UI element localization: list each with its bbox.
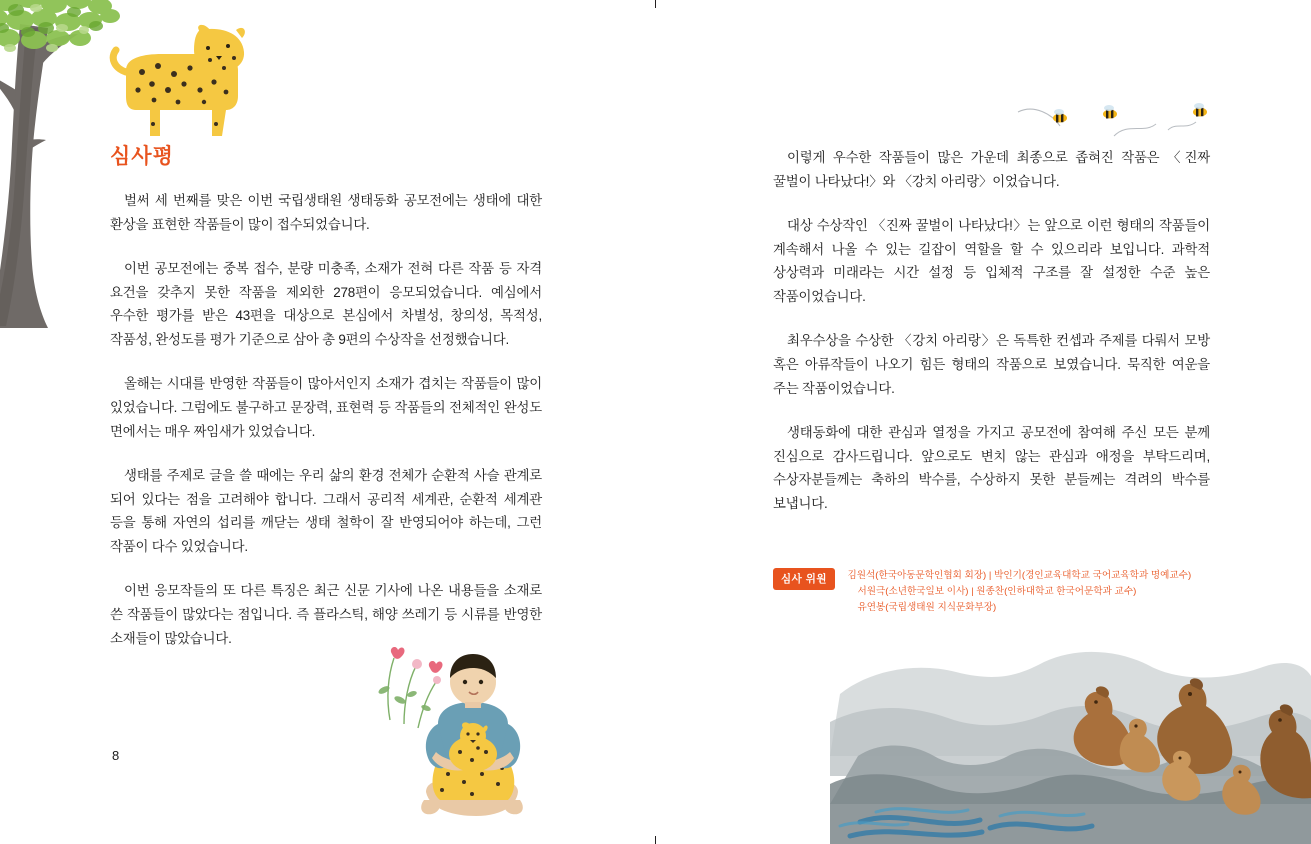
crop-mark-top — [655, 0, 656, 8]
judges-line: 김원석(한국아동문학인협회 회장) | 박인기(경인교육대학교 국어교육학과 명예교수) — [847, 570, 1192, 581]
sea-lions-illustration — [830, 636, 1311, 844]
bees-illustration — [1010, 100, 1240, 150]
paragraph: 이렇게 우수한 작품들이 많은 가운데 최종으로 좁혀진 작품은 〈진짜 꿀벌이 나타났다!〉와 〈강치 아리랑〉이었습니다. — [773, 150, 1210, 189]
paragraph: 이번 응모작들의 또 다른 특징은 최근 신문 기사에 나온 내용들을 소재로 쓴 작품들이 많았다는 점입니다. 즉 플라스틱, 해양 쓰레기 등 시류를 반영한 소재들이 많았습니다. — [110, 583, 542, 646]
paragraph: 생태를 주제로 글을 쓸 때에는 우리 삶의 환경 전체가 순환적 사슬 관계로 되어 있다는 점을 고려해야 합니다. 그래서 공리적 세계관, 순환적 세계관 등을 통해 자연의 섭리를 깨닫는 생태 철학이 잘 반영되어야 하는데, 그런 작품이 다수 있었습니다. — [110, 467, 542, 555]
judges-block — [773, 568, 1213, 615]
paragraph: 생태동화에 대한 관심과 열정을 가지고 공모전에 참여해 주신 모든 분께 진심으로 감사드립니다. 앞으로도 변치 않는 관심과 애정을 부탁드리며, 수상자분들께는 축하의 박수를, 수상하지 못한 분들께는 격려의 박수를 보냅니다. — [773, 424, 1210, 512]
paragraph: 올해는 시대를 반영한 작품들이 많아서인지 소재가 겹치는 작품들이 많이 있었습니다. 그럼에도 불구하고 문장력, 표현력 등 작품들의 전체적인 완성도 면에서는 매우 짜임새가 있었습니다. — [110, 376, 542, 439]
page-title: 심사평 — [110, 145, 174, 168]
paragraph: 이번 공모전에는 중복 접수, 분량 미충족, 소재가 전혀 다른 작품 등 자격 요건을 갖추지 못한 작품을 제외한 278편이 응모되었습니다. 예심에서 우수한 평가를 받은 43편을 대상으로 본심에서 차별성, 창의성, 목적성, 작품성, 완성도를 평가 기준으로 삼아 총 9편의 수상작을 선정했습니다. — [110, 260, 542, 348]
paragraph: 최우수상을 수상한 〈강치 아리랑〉은 독특한 컨셉과 주제를 다뤄서 모방 혹은 아류작들이 나오기 힘든 형태의 작품으로 보였습니다. 묵직한 여운을 주는 작품이었습니다. — [773, 333, 1210, 396]
paragraph: 대상 수상작인 〈진짜 꿀벌이 나타났다!〉는 앞으로 이런 형태의 작품들이 계속해서 나올 수 있는 길잡이 역할을 할 수 있으리라 보입니다. 과학적 상상력과 미래라는 시간 설정 등 입체적 구조를 잘 설정한 수준 높은 작품이었습니다. — [773, 217, 1210, 305]
left-text-column — [110, 146, 542, 671]
judges-line: 유연봉(국립생태원 지식문화부장) — [857, 601, 997, 613]
page-number: 8 — [112, 748, 120, 763]
judges-badge: 심사 위원 — [773, 568, 835, 590]
judges-line: 서원극(소년한국일보 이사) | 원종찬(인하대학교 한국어문학과 교수) — [857, 585, 1137, 597]
judges-list — [847, 568, 1191, 615]
leopard-cub-illustration — [108, 24, 248, 144]
paragraph: 벌써 세 번째를 맞은 이번 국립생태원 생태동화 공모전에는 생태에 대한 환상을 표현한 작품들이 많이 접수되었습니다. — [110, 193, 542, 232]
boy-with-leopard-illustration — [368, 624, 543, 829]
right-text-column — [773, 146, 1210, 536]
crop-mark-bottom — [655, 836, 656, 844]
